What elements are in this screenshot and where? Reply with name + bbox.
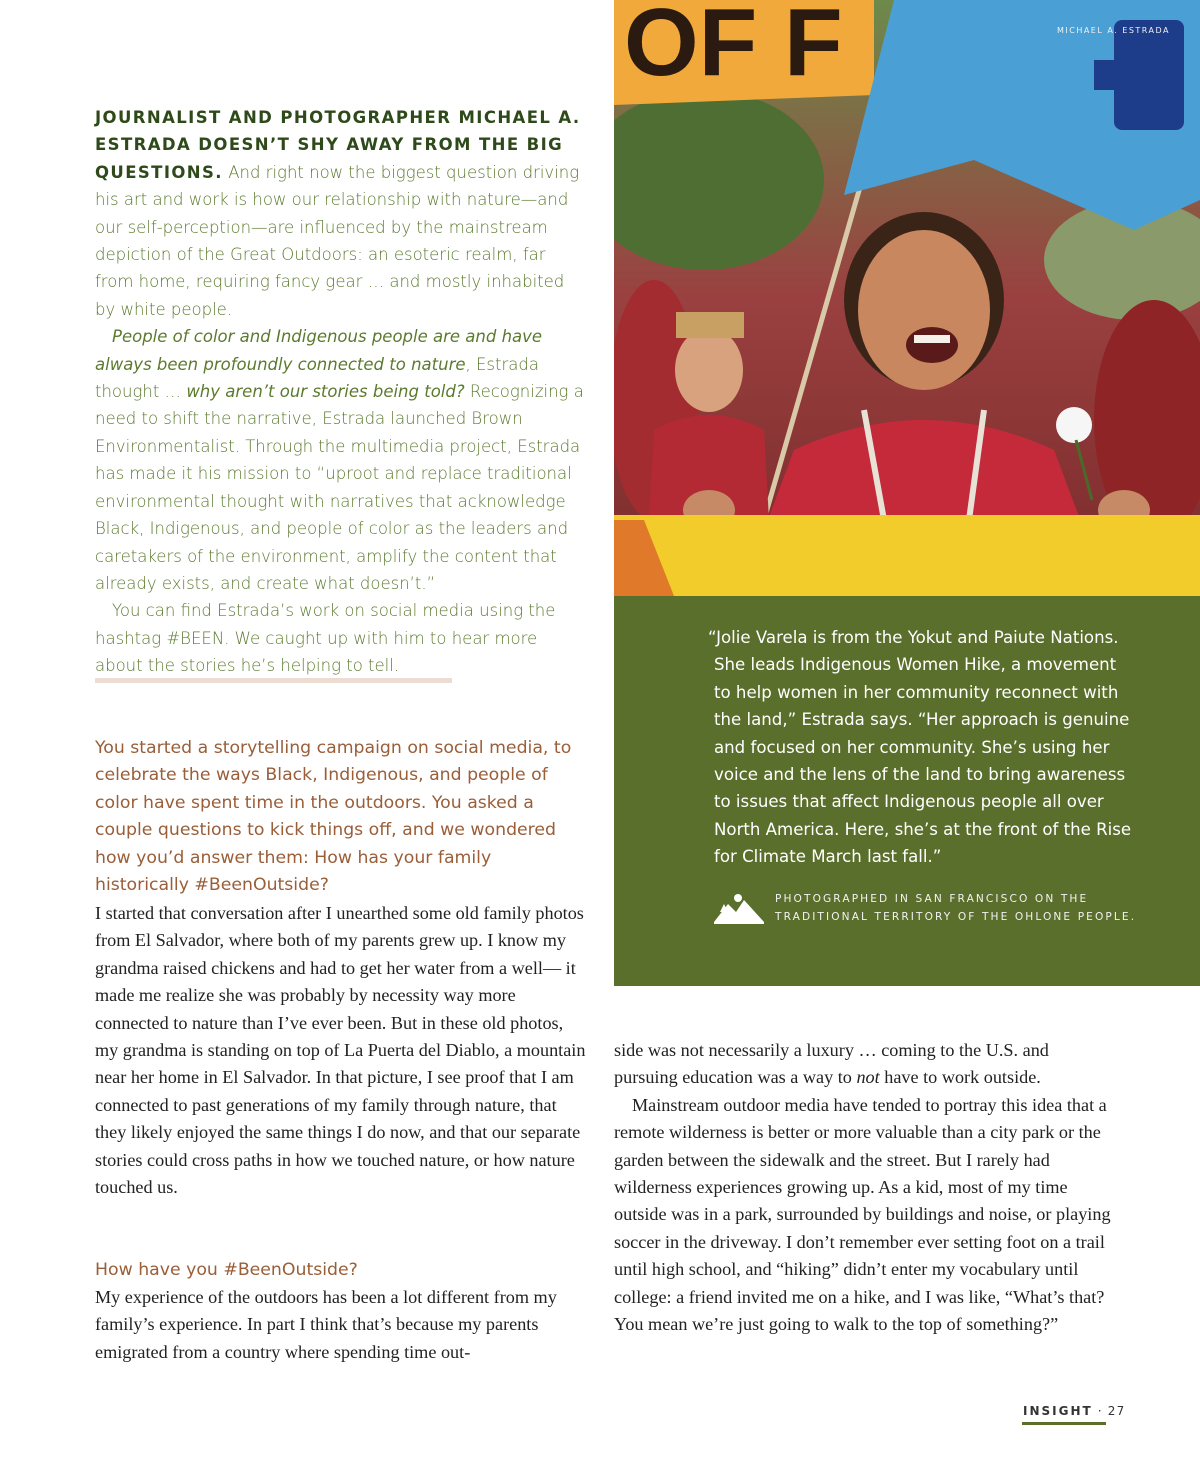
continued-paragraph-2: Mainstream outdoor media have tended to portray this idea that a remote wilderness is better or more valuable than a city park or the garden between the sidewalk and the street. But I rarely had wilderness experiences growing up. As a kid, most of my time outside was in a park, surrounded by buildings and noise, or playing soccer in the driveway. I don’t remember ever setting foot on a trail until high school, and “hiking” didn’t enter my vocabulary until college: a friend invited me on a hike, and I was like, “What’s that? You mean we’re just going to walk to the top of something?” [614,1094,1111,1335]
continued-p1-after: have to work outside. [879,1067,1041,1088]
caption-location-line-2: TRADITIONAL TERRITORY OF THE OHLONE PEOPLE. [775,911,1137,923]
intro-p2-text-2: Recognizing a need to shift the narrative, Estrada launched Brown Environmentalist. Through the multimedia project, Estrada has made it his mission to “uproot and replace traditional environmental thought with narratives that acknowledge Black, Indigenous, and people of color as the leaders and caretakers of the environment, amplify the content that already exists, and create what doesn’t.” [95,382,584,593]
continued-paragraph-1 [614,1037,1114,1092]
question-1 [95,735,587,899]
woman-left-hat [676,312,744,338]
folio-rule [1022,1422,1106,1425]
caption-location [775,890,1136,926]
white-flower [1056,407,1092,443]
intro-p1-rest: And right now the biggest question driving his art and work is how our relationship with nature—and our self-perception—are influenced by the mainstream depiction of the Great Outdoors: an esoteric realm, far from home, requiring fancy gear … and mostly inhabited by white people. [95,162,580,319]
folio-page-number: 27 [1107,1404,1126,1418]
answer-2-text: My experience of the outdoors has been a lot different from my family’s experience. In part I think that’s because my parents emigrated from a country where spending time out- [95,1287,557,1362]
main-smile [906,327,958,363]
section-divider [95,678,452,683]
mountain-landscape-icon [714,892,764,926]
continued-p1-before: side was not necessarily a luxury … coming to the U.S. and pursuing education was a way to [614,1040,1049,1088]
answer-2 [95,1284,587,1366]
intro-paragraph-1 [95,104,587,323]
caption-location-line-1: PHOTOGRAPHED IN SAN FRANCISCO ON THE [775,893,1089,905]
question-2-text: How have you #BeenOutside? [95,1260,358,1280]
answer-1 [95,900,587,1201]
photo-illustration [614,0,1200,596]
yellow-banner [614,515,1200,596]
banner-lettering: OF F [624,0,843,96]
intro-lead: JOURNALIST AND PHOTOGRAPHER MICHAEL A. ESTRADA DOESN’T SHY AWAY FROM THE BIG QUESTIONS. [95,108,581,182]
photo-credit: MICHAEL A. ESTRADA [1056,26,1170,35]
folio-separator: · [1097,1404,1103,1418]
folio-section: INSIGHT [1023,1404,1093,1418]
intro-p2-text-1: , Estrada thought … [95,354,539,402]
question-1-text: You started a storytelling campaign on social media, to celebrate the ways Black, Indigenous, and people of color have spent time in the outdoors. You asked a couple questions to kick things off, and we wondered how you’d answer them: How has your family historically #BeenOutside? [95,738,572,896]
intro-text [95,104,587,680]
intro-paragraph-2 [95,323,587,597]
intro-p2-italic-1: People of color and Indigenous people are and have always been profoundly connected to nature [95,327,543,374]
caption-quote: “Jolie Varela is from the Yokut and Paiute Nations. She leads Indigenous Women Hike, a movement to help women in her community reconnect with the land,” Estrada says. “Her approach is genuine and focused on her community. She’s using her voice and the lens of the land to bring awareness to issues that affect Indigenous people all over North America. Here, she’s at the front of the Rise for Climate March last fall.” [708,628,1132,867]
intro-p2-italic-2: why aren’t our stories being told? [186,382,465,402]
main-face [858,230,990,390]
continued-p1-italic: not [856,1067,880,1088]
answer-2-continued [614,1037,1114,1338]
question-2 [95,1257,587,1284]
intro-paragraph-3: You can find Estrada’s work on social media using the hashtag #BEEN. We caught up with him to hear more about the stories he’s helping to tell. [95,601,556,676]
main-teeth [914,335,950,343]
page-folio [1023,1404,1125,1418]
woman-left-face [675,328,743,412]
answer-1-text: I started that conversation after I unearthed some old family photos from El Salvador, where both of my parents grew up. I know my grandma raised chickens and had to get her water from a well— it made me realize she was probably by necessity way more connected to nature than I’ve ever been. But in these old photos, my grandma is standing on top of La Puerta del Diablo, a mountain near her home in El Salvador. In that picture, I see proof that I am connected to past generations of my family through nature, that they likely enjoyed the same things I do now, and that our separate stories could cross paths in how we touched nature, or how nature touched us. [95,903,586,1198]
photo-caption-box [614,596,1200,986]
feature-photo [614,0,1200,596]
